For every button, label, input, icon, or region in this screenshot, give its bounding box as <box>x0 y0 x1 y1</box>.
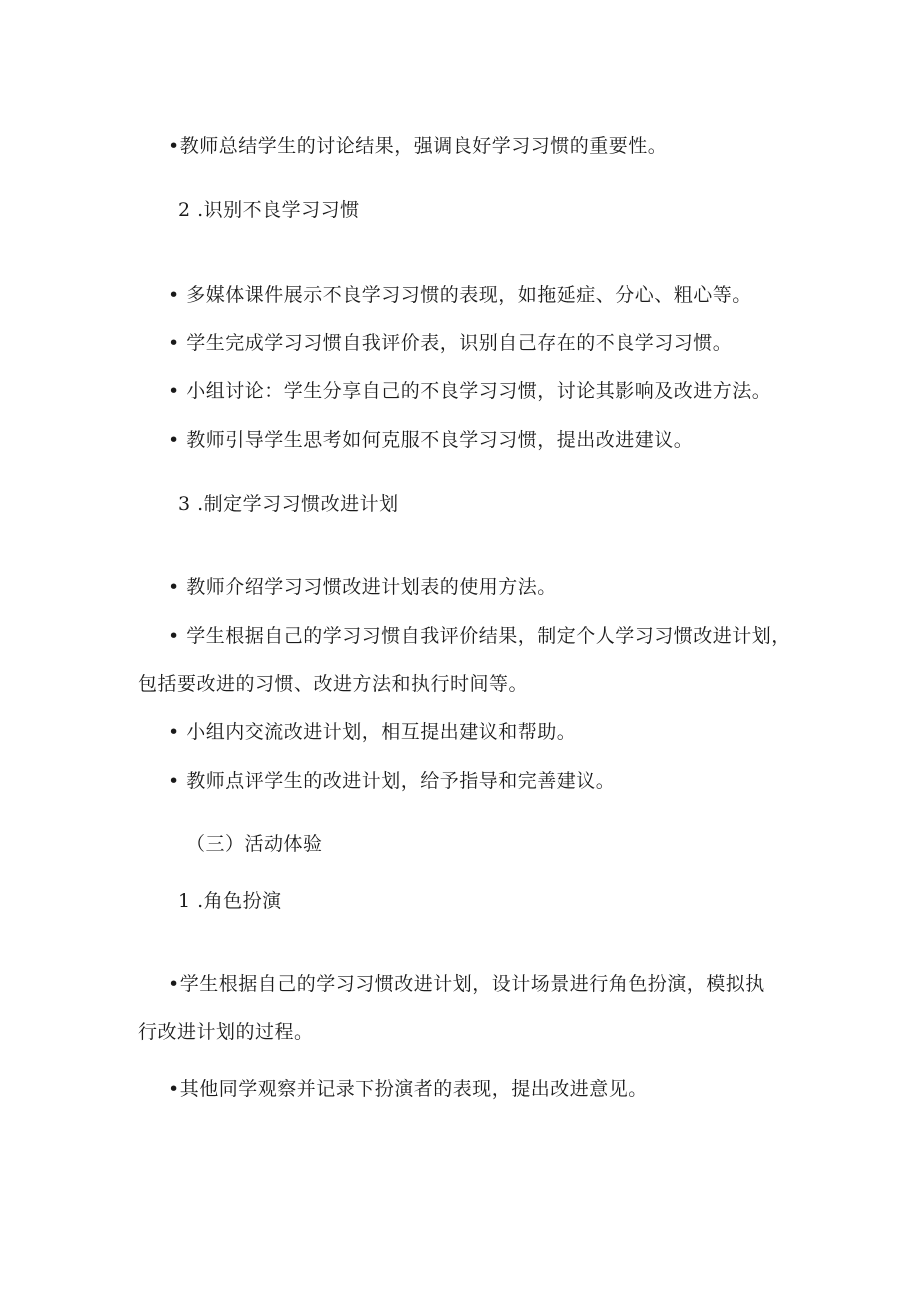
heading-role-play: 1 .角色扮演 <box>178 890 282 912</box>
bullet-student-plan-continued: 包括要改进的习惯、改进方法和执行时间等。 <box>138 673 529 695</box>
heading-improvement-plan: 3 .制定学习习惯改进计划 <box>178 493 399 515</box>
bullet-student-plan: • 学生根据自己的学习习惯自我评价结果，制定个人学习习惯改进计划， <box>168 625 791 647</box>
bullet-teacher-intro: • 教师介绍学习习惯改进计划表的使用方法。 <box>168 576 557 598</box>
bullet-summary: •教师总结学生的讨论结果，强调良好学习习惯的重要性。 <box>168 135 668 157</box>
bullet-observe: •其他同学观察并记录下扮演者的表现，提出改进意见。 <box>168 1078 648 1100</box>
bullet-self-evaluation: • 学生完成学习习惯自我评价表，识别自己存在的不良学习习惯。 <box>168 332 733 354</box>
bullet-group-exchange: • 小组内交流改进计划，相互提出建议和帮助。 <box>168 721 577 743</box>
bullet-group-discussion: • 小组讨论：学生分享自己的不良学习习惯，讨论其影响及改进方法。 <box>168 380 772 402</box>
section-activity-experience: （三）活动体验 <box>186 833 323 855</box>
bullet-multimedia: • 多媒体课件展示不良学习习惯的表现，如拖延症、分心、粗心等。 <box>168 284 752 306</box>
heading-identify-bad-habits: 2 .识别不良学习习惯 <box>178 199 360 221</box>
bullet-role-play-continued: 行改进计划的过程。 <box>138 1021 314 1043</box>
bullet-teacher-review: • 教师点评学生的改进计划，给予指导和完善建议。 <box>168 770 616 792</box>
bullet-teacher-guide: • 教师引导学生思考如何克服不良学习习惯，提出改进建议。 <box>168 429 694 451</box>
bullet-role-play: •学生根据自己的学习习惯改进计划，设计场景进行角色扮演，模拟执 <box>168 973 765 995</box>
